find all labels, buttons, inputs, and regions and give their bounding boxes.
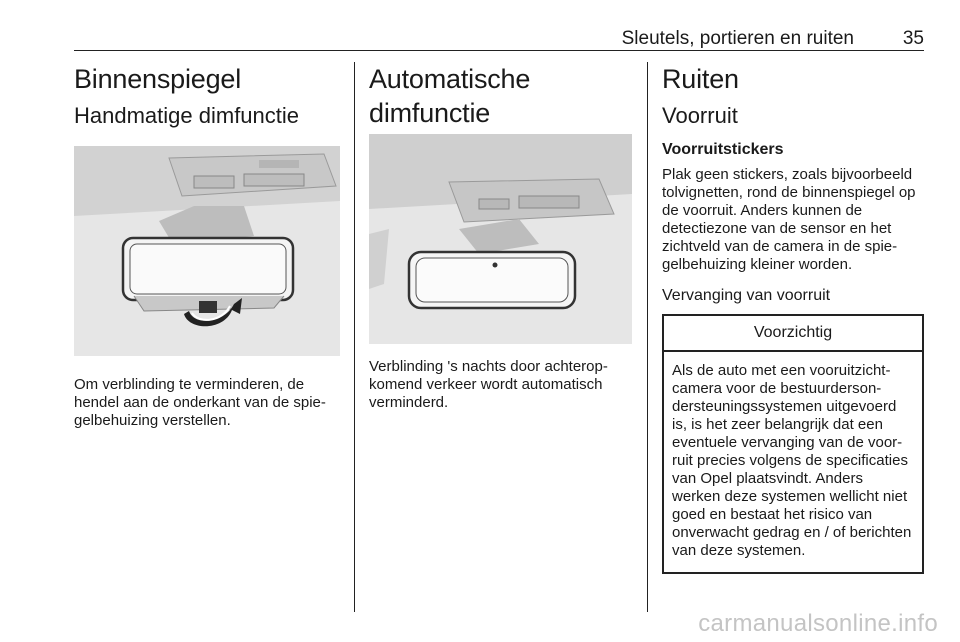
body-text: Plak geen stickers, zoals bijvoorbeeld tolvignetten, rond de binnenspiegel op de voorruit. Anders kunnen de detectiezone van de sensor en het zichtveld van de camera in de spiegelbehuizing kleiner worden. [662, 166, 916, 273]
page-header [74, 26, 924, 51]
section-heading: Automatische dimfunctie [369, 64, 531, 128]
page-number: 35 [902, 28, 924, 49]
column-2 [369, 62, 632, 412]
subsection-heading: Voorruit [662, 103, 738, 128]
section-heading: Ruiten [662, 64, 739, 94]
caution-box [662, 314, 924, 574]
column-1 [74, 62, 340, 430]
section-heading: Binnenspiegel [74, 64, 242, 94]
chapter-title: Sleutels, portieren en ruiten [621, 28, 854, 49]
subsection-heading: Handmatige dimfunctie [74, 103, 300, 128]
caution-title: Voorzichtig [664, 316, 922, 352]
topic-heading: Voorruitstickers [662, 141, 784, 158]
manual-dimming-illustration [74, 146, 340, 356]
column-divider [647, 62, 648, 612]
column-3 [662, 62, 924, 574]
body-text: Om verblinding te verminderen, de hendel aan de onderkant van de spiegelbehuizing verstellen. [74, 376, 326, 429]
automatic-dimming-illustration [369, 134, 632, 344]
watermark: carmanualsonline.info [698, 610, 938, 637]
body-text: Verblinding 's nachts door achteropkomend verkeer wordt automatisch verminderd. [369, 358, 608, 411]
column-divider [354, 62, 355, 612]
topic-heading: Vervanging van voorruit [662, 287, 831, 304]
caution-text: Als de auto met een vooruitzichtcamera voor de bestuurdersondersteuningssystemen uitgevoerd is, is het zeer belangrijk dat een eventuele vervanging van de voorruit precies volgens de specificaties van Opel plaatsvindt. Anders werken deze systemen wellicht niet goed en bestaat het risico van onverwacht gedrag en / of berichten van deze systemen. [672, 362, 912, 559]
